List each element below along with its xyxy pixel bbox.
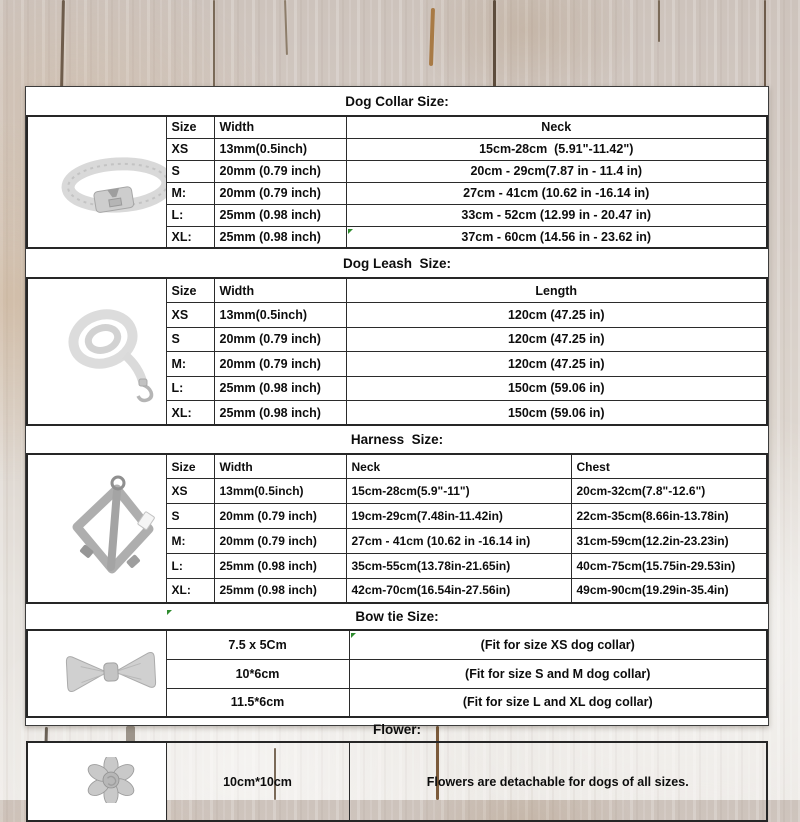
harness-m-width: 20mm (0.79 inch): [214, 528, 346, 553]
bow-tie-size-table: [26, 629, 768, 718]
collar-xs-width: 13mm(0.5inch): [214, 138, 346, 160]
harness-xs-size: XS: [166, 479, 214, 504]
bow-tie-photo: [27, 630, 166, 717]
wood-plank-seam: [213, 0, 215, 88]
harness-xs-neck: 15cm-28cm(5.9"-11"): [346, 479, 571, 504]
section-title-harness: Harness Size:: [350, 432, 444, 447]
harness-col-neck: Neck: [346, 454, 571, 479]
flower-photo: [27, 742, 166, 821]
harness-xs-width: 13mm(0.5inch): [214, 479, 346, 504]
leash-s-width: 20mm (0.79 inch): [214, 327, 346, 352]
bowtie-fit-lxl: (Fit for size L and XL dog collar): [349, 688, 767, 717]
collar-xl-width: 25mm (0.98 inch): [214, 226, 346, 248]
table-row: [27, 742, 767, 821]
dog-leash-size-table: [26, 277, 768, 426]
harness-xl-chest: 49cm-90cm(19.29in-35.4in): [571, 578, 767, 603]
excel-error-marker: [167, 610, 172, 615]
collar-m-size: M:: [166, 182, 214, 204]
harness-s-size: S: [166, 504, 214, 529]
collar-l-neck: 33cm - 52cm (12.99 in - 20.47 in): [346, 204, 767, 226]
collar-xl-neck: 37cm - 60cm (14.56 in - 23.62 in): [346, 226, 767, 248]
harness-col-chest: Chest: [571, 454, 767, 479]
wood-plank-seam: [493, 0, 496, 88]
dog-leash-photo: [27, 278, 166, 425]
collar-l-width: 25mm (0.98 inch): [214, 204, 346, 226]
leash-m-width: 20mm (0.79 inch): [214, 352, 346, 377]
harness-m-chest: 31cm-59cm(12.2in-23.23in): [571, 528, 767, 553]
leash-xs-size: XS: [166, 303, 214, 328]
harness-col-size: Size: [166, 454, 214, 479]
leash-m-size: M:: [166, 352, 214, 377]
collar-m-width: 20mm (0.79 inch): [214, 182, 346, 204]
leash-xs-length: 120cm (47.25 in): [346, 303, 767, 328]
leash-col-size: Size: [166, 278, 214, 303]
size-chart-panel: [25, 86, 769, 789]
collar-s-width: 20mm (0.79 inch): [214, 160, 346, 182]
leash-xs-width: 13mm(0.5inch): [214, 303, 346, 328]
leash-l-width: 25mm (0.98 inch): [214, 376, 346, 401]
bowtie-fit-sm: (Fit for size S and M dog collar): [349, 659, 767, 688]
dog-collar-size-table: [26, 115, 768, 249]
collar-xs-size: XS: [166, 138, 214, 160]
leash-xl-length: 150cm (59.06 in): [346, 401, 767, 426]
bowtie-size-lxl: 11.5*6cm: [166, 688, 349, 717]
leash-xl-size: XL:: [166, 401, 214, 426]
leash-l-size: L:: [166, 376, 214, 401]
leash-m-length: 120cm (47.25 in): [346, 352, 767, 377]
section-title-dog-collar: Dog Collar Size:: [345, 93, 449, 109]
collar-m-neck: 27cm - 41cm (10.62 in -16.14 in): [346, 182, 767, 204]
leash-col-length: Length: [346, 278, 767, 303]
collar-s-neck: 20cm - 29cm(7.87 in - 11.4 in): [346, 160, 767, 182]
leash-xl-width: 25mm (0.98 inch): [214, 401, 346, 426]
harness-s-width: 20mm (0.79 inch): [214, 504, 346, 529]
bowtie-size-sm: 10*6cm: [166, 659, 349, 688]
collar-l-size: L:: [166, 204, 214, 226]
harness-m-size: M:: [166, 528, 214, 553]
collar-col-size: Size: [166, 116, 214, 138]
leash-col-width: Width: [214, 278, 346, 303]
harness-l-neck: 35cm-55cm(13.78in-21.65in): [346, 553, 571, 578]
harness-s-neck: 19cm-29cm(7.48in-11.42in): [346, 504, 571, 529]
bowtie-fit-xs: (Fit for size XS dog collar): [349, 630, 767, 659]
collar-xl-size: XL:: [166, 226, 214, 248]
table-row: [27, 630, 767, 659]
harness-m-neck: 27cm - 41cm (10.62 in -16.14 in): [346, 528, 571, 553]
harness-xs-chest: 20cm-32cm(7.8"-12.6"): [571, 479, 767, 504]
flower-size: 10cm*10cm: [166, 742, 349, 821]
harness-l-width: 25mm (0.98 inch): [214, 553, 346, 578]
harness-l-size: L:: [166, 553, 214, 578]
wood-plank-seam: [658, 0, 660, 42]
collar-col-width: Width: [214, 116, 346, 138]
leash-s-size: S: [166, 327, 214, 352]
harness-size-table: [26, 453, 768, 604]
dog-harness-photo: [27, 454, 166, 603]
wood-plank-seam: [764, 0, 766, 88]
section-title-flower: Flower:: [372, 722, 421, 737]
wood-plank-seam: [284, 0, 288, 55]
excel-error-marker: [351, 633, 356, 638]
leash-l-length: 150cm (59.06 in): [346, 376, 767, 401]
bowtie-size-xs: 7.5 x 5Cm: [166, 630, 349, 659]
collar-col-neck: Neck: [346, 116, 767, 138]
harness-s-chest: 22cm-35cm(8.66in-13.78in): [571, 504, 767, 529]
harness-col-width: Width: [214, 454, 346, 479]
flower-size-table: [26, 741, 768, 822]
dog-collar-photo: [27, 116, 166, 248]
wood-crack: [429, 8, 435, 66]
excel-error-marker: [348, 229, 353, 234]
flower-note: Flowers are detachable for dogs of all sizes.: [349, 742, 767, 821]
collar-xs-neck: 15cm-28cm (5.91"-11.42"): [346, 138, 767, 160]
section-title-bow-tie: Bow tie Size:: [355, 609, 439, 624]
harness-l-chest: 40cm-75cm(15.75in-29.53in): [571, 553, 767, 578]
collar-s-size: S: [166, 160, 214, 182]
harness-xl-width: 25mm (0.98 inch): [214, 578, 346, 603]
leash-s-length: 120cm (47.25 in): [346, 327, 767, 352]
harness-xl-size: XL:: [166, 578, 214, 603]
section-title-dog-leash: Dog Leash Size:: [342, 255, 452, 271]
harness-xl-neck: 42cm-70cm(16.54in-27.56in): [346, 578, 571, 603]
